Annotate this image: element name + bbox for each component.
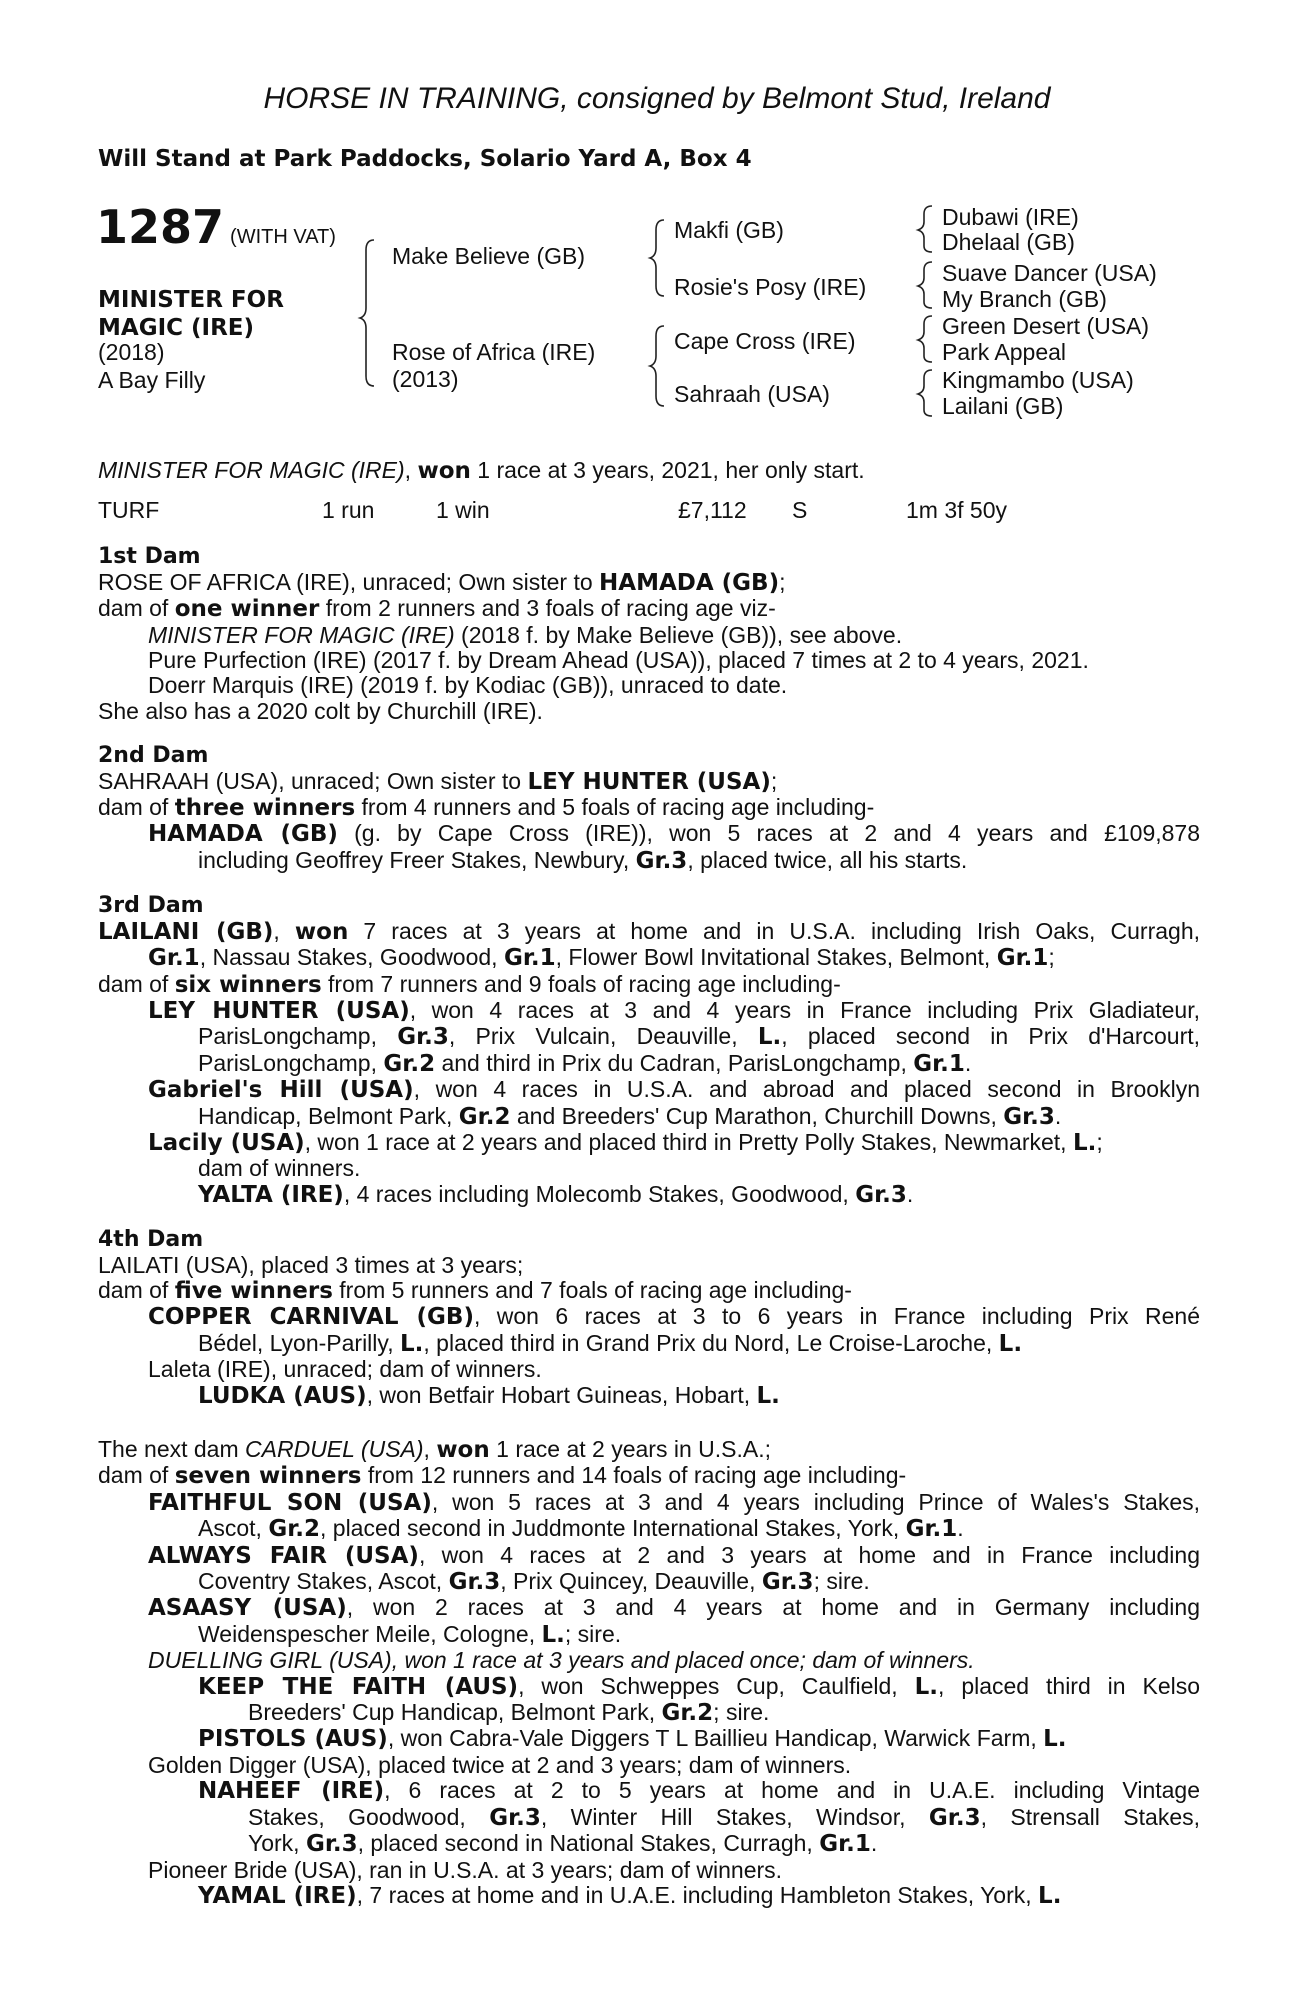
- pedigree-dam: [392, 339, 595, 393]
- vat-note: (WITH VAT): [230, 226, 336, 248]
- pedigree-sdd: My Branch (GB): [942, 286, 1107, 312]
- pedigree-dam-year: (2013): [392, 366, 459, 392]
- pedigree-dam-sire: Cape Cross (IRE): [674, 328, 856, 354]
- brace-main: [360, 240, 374, 386]
- section-next-dam: The next dam CARDUEL (USA), won 1 race at 2 years in U.S.A.; dam of seven winners from 12 runners and 14 foals of racing age including- FAITHFUL SON (USA), won 5 races at 3 and 4 years including Prince of Wales's Stakes, Ascot, Gr.2, placed second in Juddmonte International Stakes, York, Gr.1. ALWAYS FAIR (USA), won 4 races at 2 and 3 years at home and in France including Coventry Stakes, Ascot, Gr.3, Prix Quincey, Deauville, Gr.3; sire. ASAASY (USA), won 2 races at 3 and 4 years at home and in Germany including Weidenspescher Meile, Cologne, L.; sire. DUELLING GIRL (USA), won 1 race at 3 years and placed once; dam of winners. KEEP THE FAITH (AUS), won Schweppes Cup, Caulfield, L., placed third in Kelso Breeders' Cup Handicap, Belmont Park, Gr.2; sire. PISTOLS (AUS), won Cabra-Vale Diggers T L Baillieu Handicap, Warwick Farm, L. Golden Digger (USA), placed twice at 2 and 3 years; dam of winners. NAHEEF (IRE), 6 races at 2 to 5 years at home and in U.A.E. including Vintage Stakes, Goodwood, Gr.3, Winter Hill Stakes, Windsor, Gr.3, Strensall Stakes, York, Gr.3, placed second in National Stakes, Curragh, Gr.1. Pioneer Bride (USA), ran in U.S.A. at 3 years; dam of winners. YAMAL (IRE), 7 races at home and in U.A.E. including Hambleton Stakes, York, L.: [98, 1436, 1201, 1909]
- stat-surface: TURF: [98, 497, 160, 524]
- stat-distance: 1m 3f 50y: [906, 497, 1007, 524]
- pedigree-dsd: Park Appeal: [942, 339, 1067, 365]
- pedigree-sds: Suave Dancer (USA): [942, 260, 1157, 286]
- lot-number: 1287: [96, 200, 225, 254]
- section-second-dam: 2nd Dam SAHRAAH (USA), unraced; Own sister to LEY HUNTER (USA); dam of three winners from 4 runners and 5 foals of racing age including- HAMADA (GB) (g. by Cape Cross (IRE)), won 5 races at 2 and 4 years and £109,878 including Geoffrey Freer Stakes, Newbury, Gr.3, placed twice, all his starts.: [98, 743, 1200, 874]
- brace-sd: [918, 262, 932, 308]
- stat-prize: £7,112: [678, 497, 747, 524]
- stand-location: Will Stand at Park Paddocks, Solario Yard A, Box 4: [98, 146, 752, 172]
- catalogue-body: [98, 458, 1200, 1928]
- stat-runs: 1 run: [322, 497, 375, 524]
- pedigree-dam-dam: Sahraah (USA): [674, 381, 830, 407]
- section-fourth-dam: 4th Dam LAILATI (USA), placed 3 times at 3 years; dam of five winners from 5 runners and 7 foals of racing age including- COPPER CARNIVAL (GB), won 6 races at 3 to 6 years in France including Prix René Bédel, Lyon-Parilly, L., placed third in Grand Prix du Nord, Le Croise-Laroche, L. Laleta (IRE), unraced; dam of winners. LUDKA (AUS), won Betfair Hobart Guineas, Hobart, L.: [98, 1227, 1200, 1409]
- race-summary: MINISTER FOR MAGIC (IRE), won 1 race at 3 years, 2021, her only start.: [98, 457, 865, 484]
- section-heading: 4th Dam: [98, 1227, 204, 1253]
- section-first-dam: 1st Dam ROSE OF AFRICA (IRE), unraced; Own sister to HAMADA (GB); dam of one winner from 2 runners and 3 foals of racing age viz- MINISTER FOR MAGIC (IRE) (2018 f. by Make Believe (GB)), see above. Pure Purfection (IRE) (2017 f. by Dream Ahead (USA)), placed 7 times at 2 to 4 years, 2021. Doerr Marquis (IRE) (2019 f. by Kodiac (GB)), unraced to date. She also has a 2020 colt by Churchill (IRE).: [98, 544, 1200, 724]
- stat-wins: 1 win: [436, 497, 490, 524]
- pedigree-dam-name: Rose of Africa (IRE): [392, 339, 596, 365]
- section-heading: 3rd Dam: [98, 893, 204, 919]
- brace-dd: [918, 370, 932, 416]
- section-third-dam: 3rd Dam LAILANI (GB), won 7 races at 3 years at home and in U.S.A. including Irish Oaks, Curragh, Gr.1, Nassau Stakes, Goodwood, Gr.1, Flower Bowl Invitational Stakes, Belmont, Gr.1; dam of six winners from 7 runners and 9 foals of racing age including- LEY HUNTER (USA), won 4 races at 3 and 4 years in France including Prix Gladiateur, ParisLongchamp, Gr.3, Prix Vulcain, Deauville, L., placed second in Prix d'Harcourt, ParisLongchamp, Gr.2 and third in Prix du Cadran, ParisLongchamp, Gr.1. Gabriel's Hill (USA), won 4 races in U.S.A. and abroad and placed second in Brooklyn Handicap, Belmont Park, Gr.2 and Breeders' Cup Marathon, Churchill Downs, Gr.3. Lacily (USA), won 1 race at 2 years and placed third in Pretty Polly Stakes, Newmarket, L.; dam of winners. YALTA (IRE), 4 races including Molecomb Stakes, Goodwood, Gr.3.: [98, 893, 1201, 1208]
- pedigree-sire-sire: Makfi (GB): [674, 217, 784, 243]
- pedigree-ssd: Dhelaal (GB): [942, 229, 1075, 255]
- horse-year: (2018): [98, 339, 165, 365]
- pedigree-sss: Dubawi (IRE): [942, 204, 1079, 230]
- pedigree-dds: Kingmambo (USA): [942, 367, 1134, 393]
- horse-name-line1: MINISTER FOR: [98, 287, 284, 313]
- horse-description: A Bay Filly: [98, 367, 206, 393]
- pedigree-sire-dam: Rosie's Posy (IRE): [674, 274, 867, 300]
- pedigree-sire: Make Believe (GB): [392, 243, 586, 269]
- brace-sire: [650, 220, 664, 296]
- brace-ds: [918, 316, 932, 362]
- race-stats: [98, 498, 1200, 524]
- stat-going: S: [792, 497, 808, 524]
- horse-name-line2: MAGIC (IRE): [98, 315, 255, 341]
- brace-ss: [918, 206, 932, 252]
- page-title: HORSE IN TRAINING, consigned by Belmont Stud, Ireland: [263, 82, 1051, 115]
- section-heading: 1st Dam: [98, 544, 201, 570]
- pedigree-dss: Green Desert (USA): [942, 313, 1150, 339]
- pedigree-ddd: Lailani (GB): [942, 393, 1064, 419]
- section-heading: 2nd Dam: [98, 743, 209, 769]
- brace-dam: [650, 326, 664, 406]
